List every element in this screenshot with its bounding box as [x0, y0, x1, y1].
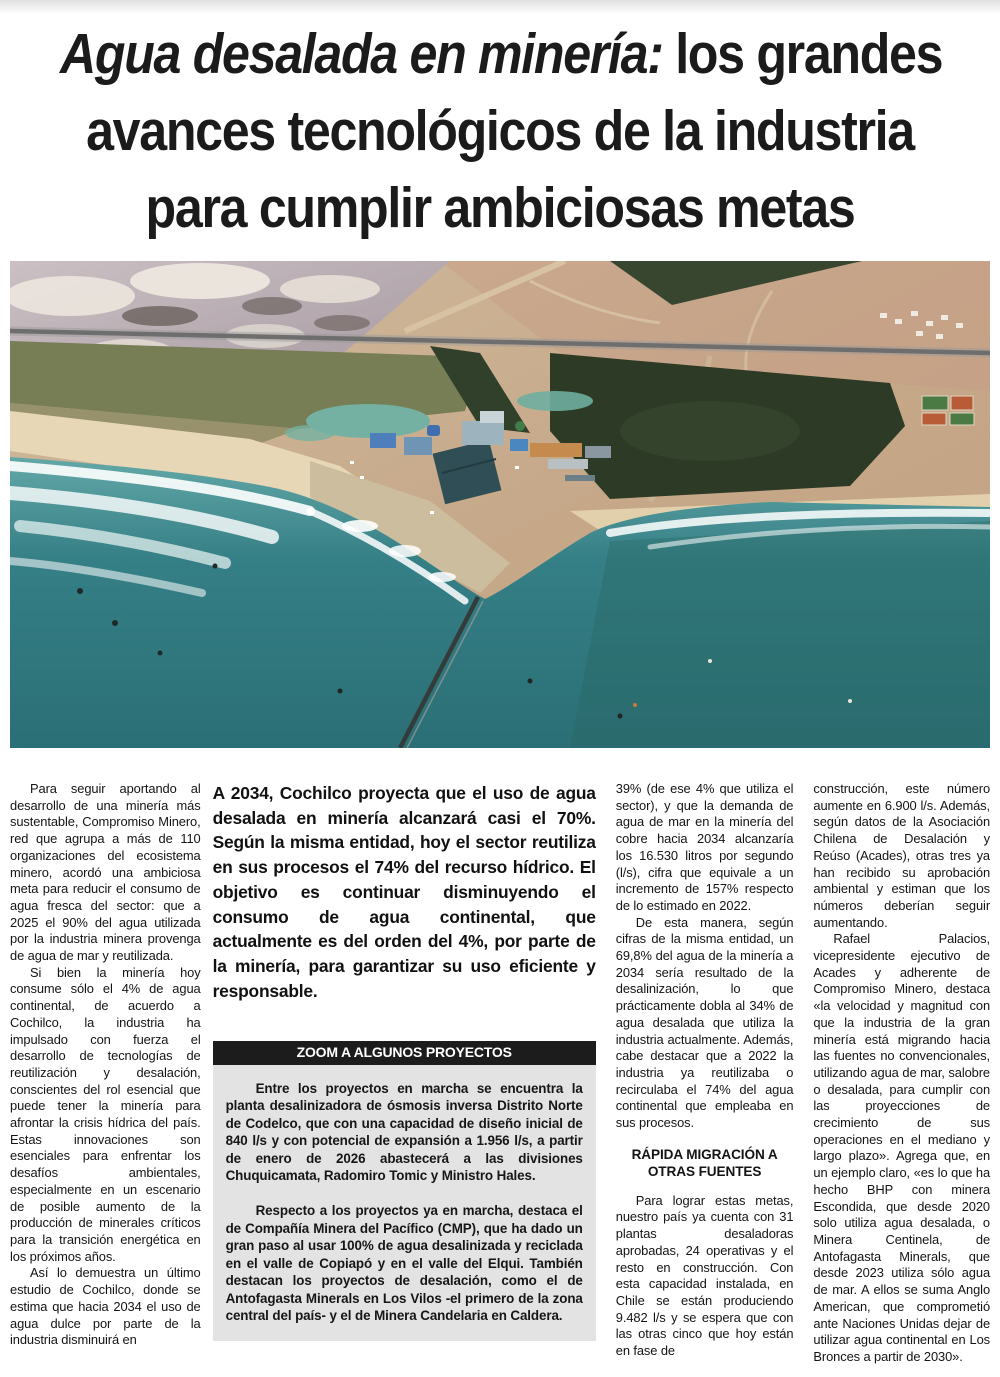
- body-column-1: [10, 781, 201, 1349]
- paragraph: Entre los proyectos en marcha se encuentra la planta desalinizadora de ósmosis inversa Distrito Norte de Codelco, que con una capacidad de diseño inicial de 840 l/s y con potencial de expansión a 1.956 l/s, a partir de enero de 2026 abastecerá a las divisiones Chuquicamata, Radomiro Tomic y Ministro Hales.: [225, 1081, 583, 1184]
- paragraph: Así lo demuestra un último estudio de Cochilco, donde se estima que hacia 2034 el uso de agua dulce por parte de la industria disminuirá en: [10, 1265, 201, 1348]
- article-photo: [10, 261, 990, 748]
- projects-box: [213, 1065, 596, 1341]
- paragraph: 39% (de ese 4% que utiliza el sector), y que la demanda de agua de mar en la minería del cobre hacia 2034 alcanzaría los 16.530 litros por segundo (l/s), cifra que equivale a un incremento de 157% respecto de lo estimado en 2022.: [615, 781, 794, 913]
- paragraph: Para lograr estas metas, nuestro país ya cuenta con 31 plantas desaladoras aprobadas, 24 operativas y el resto en construcción. Con esta capacidad instalada, en Chile se están produciendo 9.482 l/s y se espera que con las otras cinco que hoy están en fase de: [615, 1192, 794, 1359]
- headline: [0, 0, 1000, 247]
- aerial-coast-scene: [10, 261, 990, 748]
- body-column-2: [213, 781, 596, 1341]
- body-column-3: [616, 781, 794, 1360]
- headline-line-1: [60, 16, 943, 93]
- article-body: [0, 781, 1000, 1366]
- intro-paragraph: A 2034, Cochilco proyecta que el uso de agua desalada en minería alcanzará casi el 70%. Según la misma entidad, hoy el sector reutiliza en sus procesos el 74% del recurso hídrico. El objetivo es continuar disminuyendo el consumo de agua continental, que actualmente es del orden del 4%, por parte de la minería, para garantizar su uso eficiente y responsable.: [212, 783, 596, 1001]
- paragraph: Rafael Palacios, vicepresidente ejecutivo de Acades y adherente de Compromiso Minero, destaca «la velocidad y magnitud con que la industria de la gran minería está migrando hacia las fuentes no convencionales, utilizando agua de mar, salobre o desalada, para cumplir con las proyecciones de crecimiento de sus operaciones en el mediano y largo plazo». Agrega que, en un ejemplo claro, «es lo que ha hecho BHP con minera Escondida, que desde 2020 solo utiliza agua desalada, o Minera Centinela, de Antofagasta Minerals, que desde 2023 utiliza sólo agua de mar. A ellos se suma Anglo American, que comprometió ante Naciones Unidas dejar de utilizar agua continental en Los Bronces a partir de 2030».: [813, 931, 991, 1364]
- paragraph: De esta manera, según cifras de la misma entidad, un 69,8% del agua de la minería a 2034 sería resultado de la desalinización, lo que prácticamente dobla al 34% de agua desalada que utiliza la industria actualmente. Además, cabe destacar que a 2022 la industria ya reutilizaba o recirculaba el 74% del agua continental que empleaba en sus procesos.: [615, 914, 794, 1131]
- paragraph: Si bien la minería hoy consume sólo el 4% de agua continental, de acuerdo a Cochilco, la industria ha impulsado con fuerza el desarrollo de tecnologías de reutilización y desalación, conscientes del rol esencial que puede tener la minería para afrontar la crisis hídrica del país. Estas innovaciones son esenciales para enfrentar los desafíos ambientales, especialmente en un escenario de posible aumento de la producción de minerales críticos para la transición energética en los próximos años.: [10, 964, 201, 1264]
- headline-italic-part: Agua desalada en minería:: [60, 22, 663, 86]
- headline-regular-part: los grandes: [662, 22, 943, 86]
- section-heading: RÁPIDA MIGRACIÓN A OTRAS FUENTES: [631, 1146, 778, 1179]
- paragraph: Respecto a los proyectos ya en marcha, destaca el de Compañía Minera del Pacífico (CMP), que ha dado un gran paso al usar 100% de agua desalinizada y reciclada en el valle de Copiapó y en el valle del Elqui. También destacan los proyectos de desalación, como el de Antofagasta Minerals en Los Vilos -el primero de la zona central del país- y el de Minera Candelaria en Caldera.: [225, 1203, 583, 1323]
- headline-line-3: para cumplir ambiciosas metas: [145, 176, 855, 240]
- headline-line-2: avances tecnológicos de la industria: [86, 99, 914, 163]
- paragraph: Para seguir aportando al desarrollo de una minería más sustentable, Compromiso Minero, red que agrupa a más de 110 organizaciones del ecosistema minero, acordó una ambiciosa meta para reducir el consumo de agua fresca del sector: que a 2025 el 90% del agua utilizada por la industria minera provenga de agua de mar y reutilizada.: [10, 781, 201, 964]
- projects-box-title-bar: ZOOM A ALGUNOS PROYECTOS: [213, 1041, 596, 1065]
- paragraph: construcción, este número aumente en 6.900 l/s. Además, según datos de la Asociación Chilena de Desalación y Reúso (Acades), otras tres ya han recibido su aprobación ambiental y estiman que los números deberían seguir aumentando.: [813, 781, 991, 930]
- body-column-4: [813, 781, 990, 1366]
